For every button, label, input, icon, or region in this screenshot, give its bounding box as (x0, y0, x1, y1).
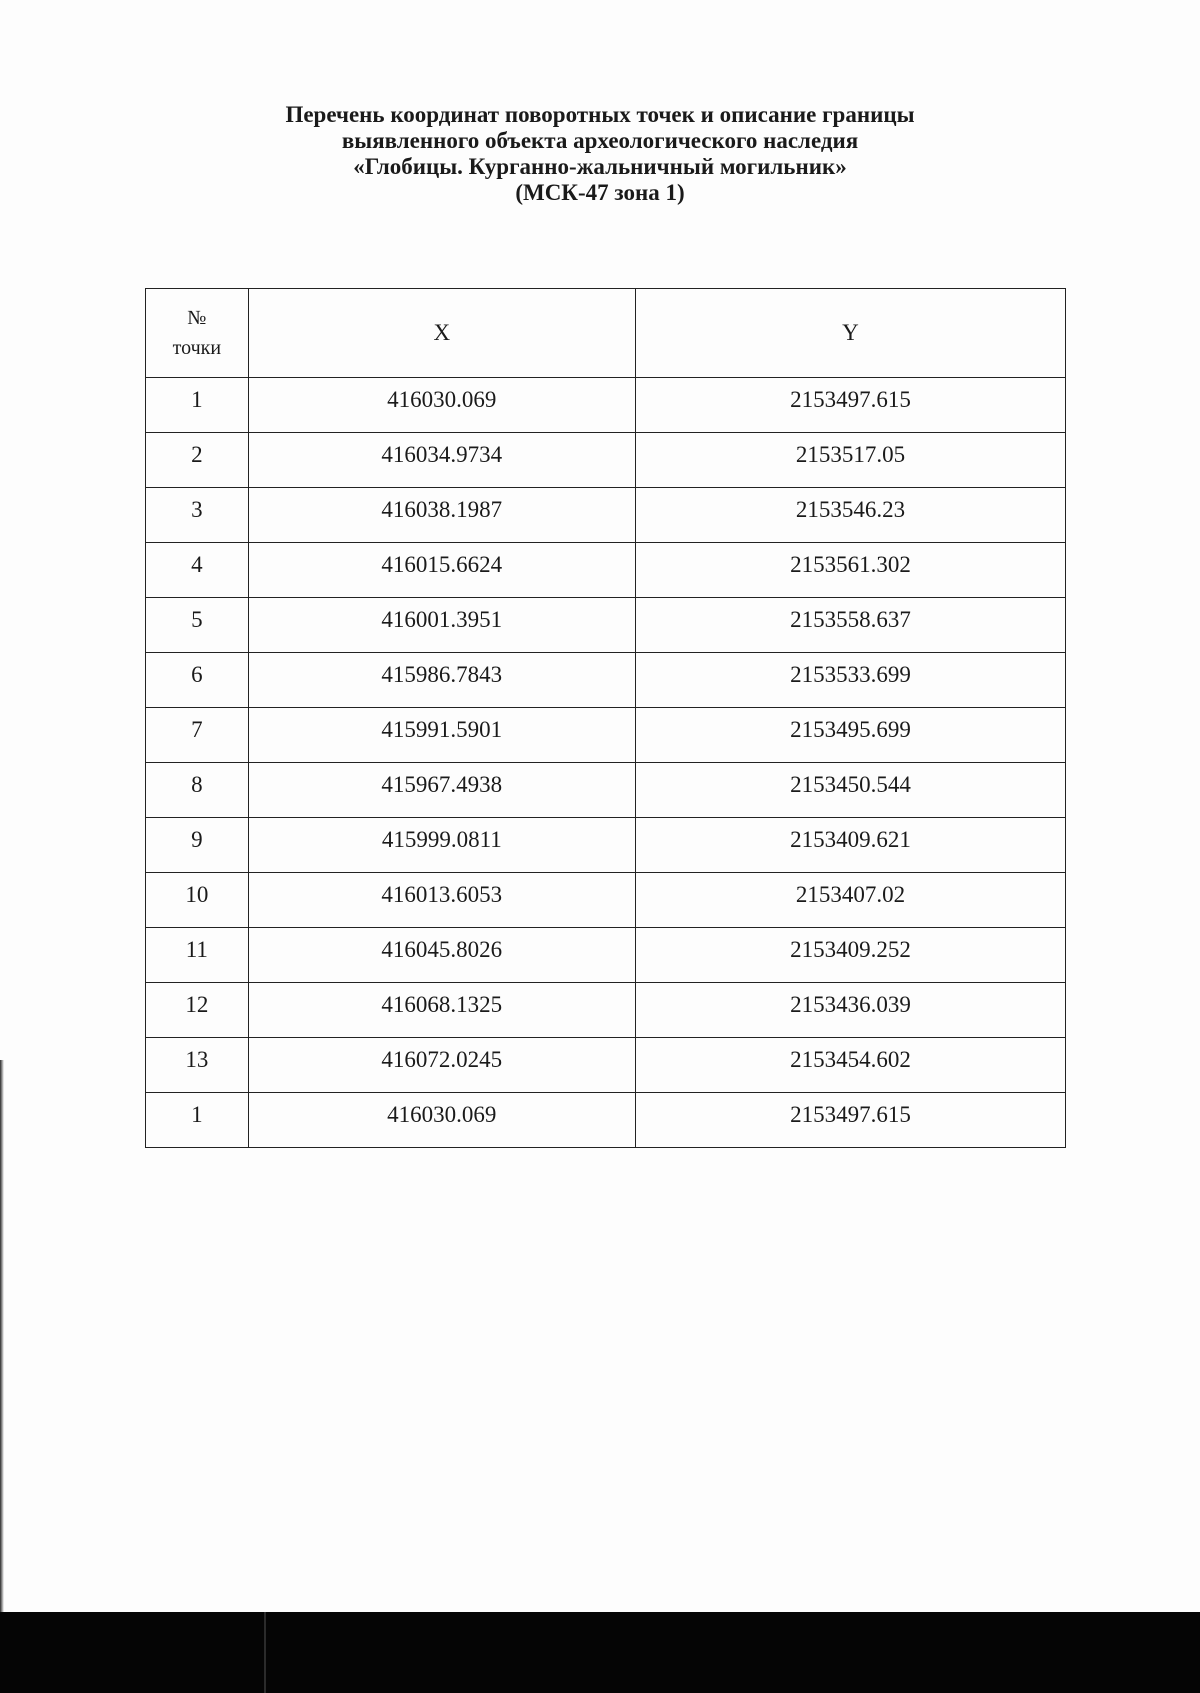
cell-y: 2153450.544 (635, 763, 1065, 818)
header-y: Y (635, 289, 1065, 378)
cell-y: 2153558.637 (635, 598, 1065, 653)
cell-y: 2153409.252 (635, 928, 1065, 983)
cell-x: 416045.8026 (248, 928, 635, 983)
table-row (146, 763, 1066, 818)
scan-bottom-seam (264, 1612, 266, 1693)
title-line: выявленного объекта археологического наследия (341, 128, 859, 153)
table-header-row (146, 289, 1066, 378)
header-point-number (146, 289, 249, 378)
table-row (146, 983, 1066, 1038)
table-row (146, 378, 1066, 433)
cell-x: 416038.1987 (248, 488, 635, 543)
cell-y: 2153495.699 (635, 708, 1065, 763)
document-title (150, 102, 1050, 206)
header-number-sign: № (187, 307, 207, 329)
table-row (146, 1093, 1066, 1148)
cell-point-number: 12 (146, 983, 249, 1038)
cell-x: 416030.069 (248, 378, 635, 433)
cell-x: 415999.0811 (248, 818, 635, 873)
cell-point-number: 2 (146, 433, 249, 488)
cell-point-number: 5 (146, 598, 249, 653)
table-row (146, 598, 1066, 653)
title-line: (МСК-47 зона 1) (515, 180, 685, 205)
cell-x: 415991.5901 (248, 708, 635, 763)
cell-point-number: 13 (146, 1038, 249, 1093)
cell-point-number: 8 (146, 763, 249, 818)
table-row (146, 873, 1066, 928)
cell-point-number: 1 (146, 378, 249, 433)
cell-y: 2153517.05 (635, 433, 1065, 488)
cell-x: 416015.6624 (248, 543, 635, 598)
cell-point-number: 3 (146, 488, 249, 543)
table-row (146, 1038, 1066, 1093)
table-row (146, 708, 1066, 763)
header-x: X (248, 289, 635, 378)
cell-x: 416013.6053 (248, 873, 635, 928)
cell-x: 416068.1325 (248, 983, 635, 1038)
title-line: «Глобицы. Курганно-жальничный могильник» (353, 154, 847, 179)
cell-y: 2153546.23 (635, 488, 1065, 543)
cell-point-number: 4 (146, 543, 249, 598)
table-row (146, 543, 1066, 598)
cell-x: 416034.9734 (248, 433, 635, 488)
cell-point-number: 7 (146, 708, 249, 763)
cell-x: 416001.3951 (248, 598, 635, 653)
cell-x: 416030.069 (248, 1093, 635, 1148)
cell-x: 415967.4938 (248, 763, 635, 818)
table-row (146, 928, 1066, 983)
table-row (146, 818, 1066, 873)
header-point-label: точки (172, 337, 222, 359)
cell-y: 2153409.621 (635, 818, 1065, 873)
cell-y: 2153407.02 (635, 873, 1065, 928)
cell-x: 416072.0245 (248, 1038, 635, 1093)
table-row (146, 433, 1066, 488)
cell-y: 2153436.039 (635, 983, 1065, 1038)
title-line: Перечень координат поворотных точек и описание границы (285, 102, 915, 127)
cell-y: 2153497.615 (635, 1093, 1065, 1148)
coordinates-table (145, 288, 1066, 1148)
scan-edge-shadow (0, 1060, 4, 1620)
cell-x: 415986.7843 (248, 653, 635, 708)
cell-y: 2153497.615 (635, 378, 1065, 433)
cell-point-number: 1 (146, 1093, 249, 1148)
cell-y: 2153561.302 (635, 543, 1065, 598)
cell-y: 2153454.602 (635, 1038, 1065, 1093)
cell-y: 2153533.699 (635, 653, 1065, 708)
cell-point-number: 11 (146, 928, 249, 983)
scan-bottom-border (0, 1612, 1200, 1693)
cell-point-number: 6 (146, 653, 249, 708)
cell-point-number: 10 (146, 873, 249, 928)
table-row (146, 653, 1066, 708)
cell-point-number: 9 (146, 818, 249, 873)
table-row (146, 488, 1066, 543)
